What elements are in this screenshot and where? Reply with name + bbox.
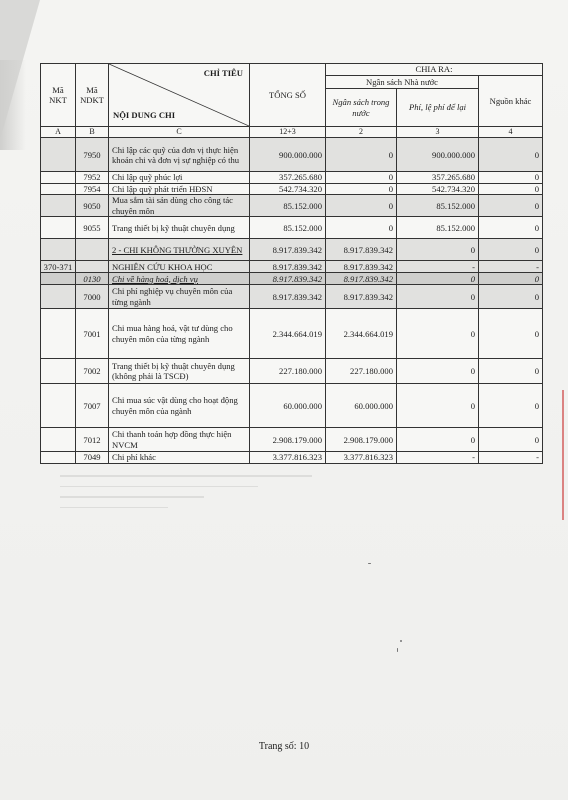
cell-total: 8.917.839.342 [250,261,326,273]
table-row [41,384,543,428]
cell-fees: 0 [397,273,479,285]
cell-total: 357.265.680 [250,172,326,183]
scan-speck [368,563,371,564]
cell-domestic: 227.180.000 [326,359,397,384]
cell-total: 3.377.816.323 [250,452,326,463]
column-letter: A [41,127,76,138]
cell-content: Chi về hàng hoá, dịch vụ [109,273,250,285]
header-ngan-sach-nha-nuoc: Ngân sách Nhà nước [326,76,479,89]
cell-content: Mua sắm tài sản dùng cho công tác chuyên môn [109,195,250,217]
header-ma-nkt: Mã NKT [41,64,76,127]
cell-other: 0 [479,273,543,285]
table-row [41,261,543,273]
scan-speck [397,648,398,652]
cell-domestic: 8.917.839.342 [326,261,397,273]
cell-domestic: 2.908.179.000 [326,428,397,452]
column-letter: 12+3 [250,127,326,138]
column-letter: C [109,127,250,138]
cell-content: Chi lập các quỹ của đơn vị thực hiện khoản chi và đơn vị sự nghiệp có thu [109,138,250,172]
cell-nkt [41,183,76,194]
cell-other: 0 [479,138,543,172]
cell-ndkt: 7007 [76,384,109,428]
cell-other: 0 [479,172,543,183]
show-through-text [60,466,420,526]
cell-other: 0 [479,285,543,309]
cell-domestic: 2.344.664.019 [326,309,397,359]
cell-other: 0 [479,309,543,359]
cell-fees: 357.265.680 [397,172,479,183]
header-chi-tieu: CHỈ TIÊU [203,68,243,78]
table-row [41,309,543,359]
cell-nkt [41,239,76,261]
cell-other: 0 [479,183,543,194]
cell-nkt [41,384,76,428]
header-ma-ndkt: Mã NDKT [76,64,109,127]
cell-ndkt: 0130 [76,273,109,285]
cell-ndkt: 7002 [76,359,109,384]
cell-nkt [41,172,76,183]
cell-total: 542.734.320 [250,183,326,194]
page-edge-shadow [0,60,26,150]
cell-domestic: 8.917.839.342 [326,285,397,309]
header-phi-le-phi: Phí, lệ phí để lại [397,89,479,127]
header-noi-dung-chi: NỘI DUNG CHI [113,109,176,120]
cell-domestic: 8.917.839.342 [326,273,397,285]
cell-total: 2.344.664.019 [250,309,326,359]
table-row [41,285,543,309]
cell-other: 0 [479,359,543,384]
cell-fees: - [397,261,479,273]
cell-nkt: 370-371 [41,261,76,273]
red-stamp-edge [552,390,564,520]
cell-nkt [41,273,76,285]
cell-content: Chi lập quỹ phát triển HĐSN [109,183,250,194]
cell-nkt [41,138,76,172]
cell-content: Chi thanh toán hợp đồng thực hiện NVCM [109,428,250,452]
cell-content: Chi phí khác [109,452,250,463]
cell-total: 227.180.000 [250,359,326,384]
cell-content: Chi phí nghiệp vụ chuyên môn của từng ngành [109,285,250,309]
cell-nkt [41,285,76,309]
cell-ndkt [76,239,109,261]
cell-total: 8.917.839.342 [250,285,326,309]
cell-content: Trang thiết bị kỹ thuật chuyên dụng [109,217,250,239]
table-row [41,273,543,285]
header-nguon-khac: Nguồn khác [479,76,543,127]
cell-other: 0 [479,239,543,261]
cell-total: 8.917.839.342 [250,273,326,285]
cell-content: Chi mua súc vật dùng cho hoạt động chuyên môn của ngành [109,384,250,428]
header-ngan-sach-trong-nuoc: Ngân sách trong nước [326,89,397,127]
header-tong-so: TỔNG SỐ [250,64,326,127]
column-letter: B [76,127,109,138]
cell-ndkt: 7001 [76,309,109,359]
cell-content: Chi mua hàng hoá, vật tư dùng cho chuyên môn của từng ngành [109,309,250,359]
cell-fees: 85.152.000 [397,195,479,217]
table-row [41,428,543,452]
cell-domestic: 0 [326,217,397,239]
cell-nkt [41,309,76,359]
cell-fees: 0 [397,384,479,428]
cell-fees: - [397,452,479,463]
cell-ndkt: 7000 [76,285,109,309]
cell-total: 85.152.000 [250,195,326,217]
cell-content: Chi lập quỹ phúc lợi [109,172,250,183]
table-row [41,172,543,183]
scan-speck [400,640,402,642]
cell-nkt [41,195,76,217]
cell-total: 900.000.000 [250,138,326,172]
cell-ndkt: 9055 [76,217,109,239]
cell-ndkt: 9050 [76,195,109,217]
cell-fees: 0 [397,359,479,384]
cell-domestic: 0 [326,172,397,183]
cell-content: Trang thiết bị kỹ thuật chuyên dụng (không phải là TSCĐ) [109,359,250,384]
cell-other: - [479,452,543,463]
cell-domestic: 0 [326,183,397,194]
table-row [41,452,543,463]
cell-total: 85.152.000 [250,217,326,239]
cell-nkt [41,428,76,452]
cell-ndkt [76,261,109,273]
cell-ndkt: 7049 [76,452,109,463]
table-row [41,239,543,261]
page-number: Trang số: 10 [258,741,310,752]
cell-other: 0 [479,195,543,217]
cell-total: 8.917.839.342 [250,239,326,261]
cell-other: - [479,261,543,273]
cell-ndkt: 7952 [76,172,109,183]
cell-total: 2.908.179.000 [250,428,326,452]
cell-domestic: 8.917.839.342 [326,239,397,261]
cell-domestic: 0 [326,195,397,217]
cell-fees: 900.000.000 [397,138,479,172]
table-row [41,359,543,384]
table-row [41,183,543,194]
cell-fees: 0 [397,239,479,261]
cell-other: 0 [479,384,543,428]
cell-ndkt: 7012 [76,428,109,452]
cell-fees: 0 [397,428,479,452]
cell-domestic: 60.000.000 [326,384,397,428]
table-row [41,217,543,239]
cell-domestic: 3.377.816.323 [326,452,397,463]
cell-content: NGHIÊN CỨU KHOA HỌC [109,261,250,273]
column-letter: 3 [397,127,479,138]
cell-ndkt: 7954 [76,183,109,194]
column-letter: 4 [479,127,543,138]
cell-ndkt: 7950 [76,138,109,172]
cell-fees: 0 [397,309,479,359]
column-letter-row [41,127,543,138]
header-chia-ra: CHIA RA: [326,64,543,76]
cell-nkt [41,217,76,239]
table-row [41,195,543,217]
cell-nkt [41,452,76,463]
cell-content: 2 - CHI KHÔNG THƯỜNG XUYÊN [109,239,250,261]
cell-domestic: 0 [326,138,397,172]
table-row [41,138,543,172]
cell-total: 60.000.000 [250,384,326,428]
column-letter: 2 [326,127,397,138]
cell-fees: 0 [397,285,479,309]
cell-nkt [41,359,76,384]
expenditure-table [40,63,543,464]
cell-other: 0 [479,217,543,239]
cell-other: 0 [479,428,543,452]
header-chi-tieu-noi-dung [109,64,250,127]
cell-fees: 542.734.320 [397,183,479,194]
cell-fees: 85.152.000 [397,217,479,239]
